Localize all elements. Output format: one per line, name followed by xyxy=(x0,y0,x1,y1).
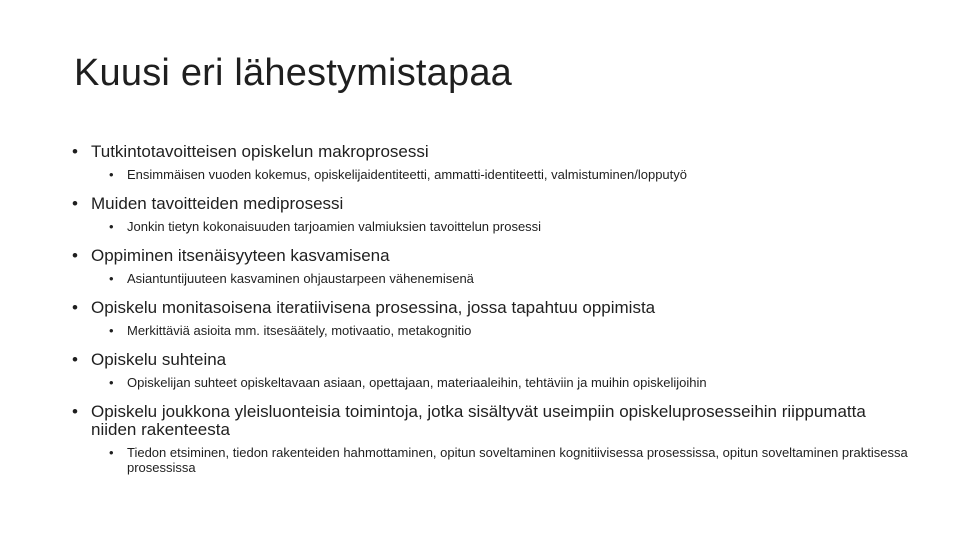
bullet-text: Opiskelu monitasoisena iteratiivisena prosessina, jossa tapahtuu oppimista xyxy=(91,298,656,317)
slide-title: Kuusi eri lähestymistapaa xyxy=(74,52,512,94)
bullet-dot-icon: • xyxy=(72,350,78,369)
sub-bullet-dot-icon: • xyxy=(109,219,114,234)
sub-bullet-dot-icon: • xyxy=(109,445,114,460)
sub-bullet-dot-icon: • xyxy=(109,167,114,182)
bullet-text: Tutkintotavoitteisen opiskelun makroprosessi xyxy=(91,142,429,161)
bullet-dot-icon: • xyxy=(72,402,78,421)
bullet-dot-icon: • xyxy=(72,246,78,265)
bullet-level2 xyxy=(109,445,912,475)
bullet-level1 xyxy=(72,299,912,317)
bullet-level2 xyxy=(109,167,912,182)
sub-bullet-text: Tiedon etsiminen, tiedon rakenteiden hahmottaminen, opitun soveltaminen kognitiivisessa prosessissa, opitun soveltaminen praktisessa prosessissa xyxy=(127,445,908,475)
bullet-item-4 xyxy=(72,299,912,338)
bullet-item-3 xyxy=(72,247,912,286)
bullet-text: Opiskelu suhteina xyxy=(91,350,227,369)
bullet-dot-icon: • xyxy=(72,298,78,317)
sub-bullet-dot-icon: • xyxy=(109,323,114,338)
bullet-level2 xyxy=(109,271,912,286)
sub-bullet-dot-icon: • xyxy=(109,271,114,286)
bullet-level1 xyxy=(72,143,912,161)
sub-bullet-text: Asiantuntijuuteen kasvaminen ohjaustarpeen vähenemisenä xyxy=(127,271,474,286)
bullet-list xyxy=(72,143,912,475)
sub-bullet-text: Opiskelijan suhteet opiskeltavaan asiaan, opettajaan, materiaaleihin, tehtäviin ja muihin opiskelijoihin xyxy=(127,375,707,390)
bullet-level1 xyxy=(72,247,912,265)
bullet-level1 xyxy=(72,195,912,213)
sub-bullet-text: Jonkin tietyn kokonaisuuden tarjoamien valmiuksien tavoittelun prosessi xyxy=(127,219,542,234)
bullet-item-2 xyxy=(72,195,912,234)
bullet-dot-icon: • xyxy=(72,194,78,213)
bullet-level2 xyxy=(109,375,912,390)
bullet-text: Oppiminen itsenäisyyteen kasvamisena xyxy=(91,246,390,265)
sub-bullet-dot-icon: • xyxy=(109,375,114,390)
bullet-item-1 xyxy=(72,143,912,182)
bullet-text: Muiden tavoitteiden mediprosessi xyxy=(91,194,344,213)
bullet-level1 xyxy=(72,351,912,369)
bullet-level2 xyxy=(109,323,912,338)
sub-bullet-text: Ensimmäisen vuoden kokemus, opiskelijaidentiteetti, ammatti-identiteetti, valmistuminen/lopputyö xyxy=(127,167,687,182)
sub-bullet-text: Merkittäviä asioita mm. itsesäätely, motivaatio, metakognitio xyxy=(127,323,472,338)
bullet-item-6 xyxy=(72,403,912,475)
bullet-level2 xyxy=(109,219,912,234)
bullet-text: Opiskelu joukkona yleisluonteisia toimintoja, jotka sisältyvät useimpiin opiskeluprosesseihin riippumatta niiden rakenteesta xyxy=(91,402,866,439)
bullet-level1 xyxy=(72,403,912,439)
bullet-item-5 xyxy=(72,351,912,390)
bullet-dot-icon: • xyxy=(72,142,78,161)
